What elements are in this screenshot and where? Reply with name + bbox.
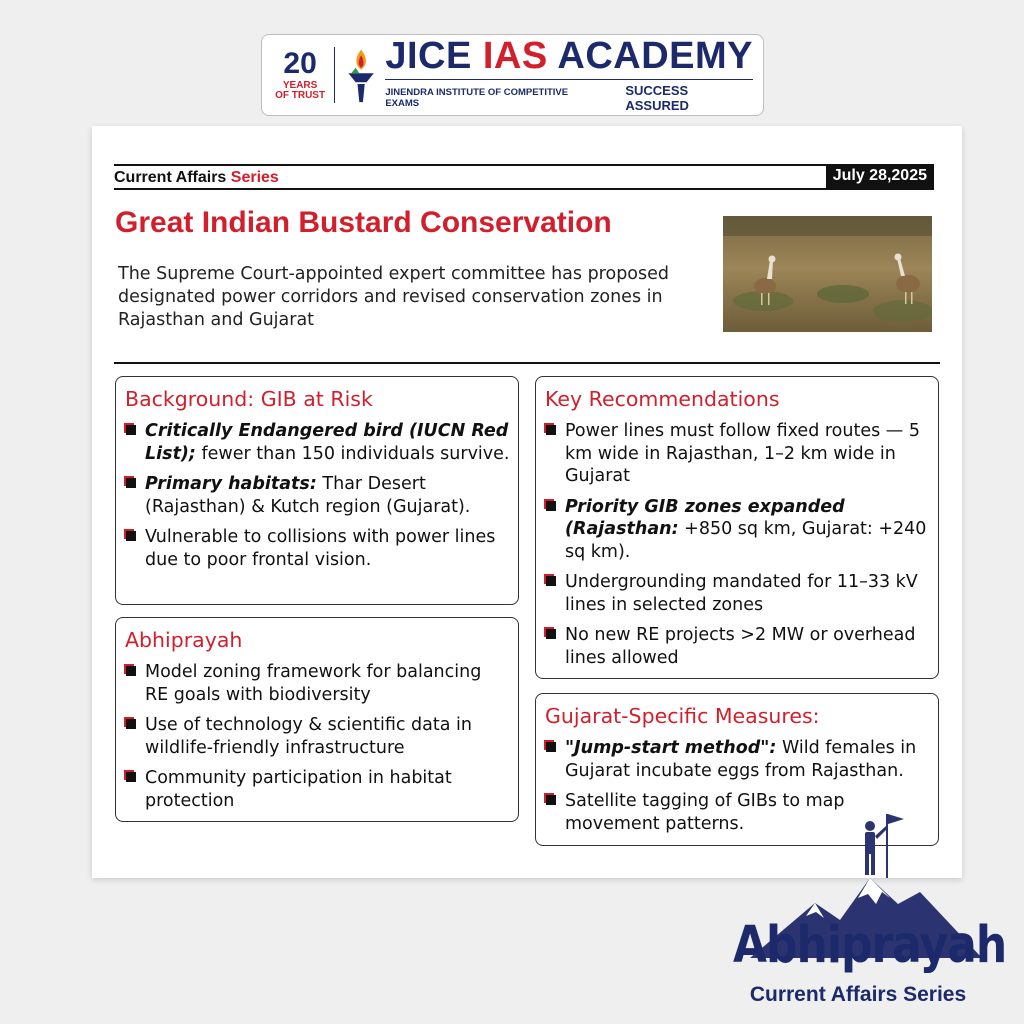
footer-series: Current Affairs Series	[749, 983, 967, 1006]
item-bold: Critically Endangered bird (IUCN Red List);	[145, 421, 509, 464]
series-bar	[114, 164, 934, 190]
article-card	[92, 126, 962, 878]
list-item	[544, 496, 930, 564]
footer-brand: Abhiprayah	[733, 916, 1007, 975]
background-section	[115, 376, 519, 605]
list-item	[544, 571, 930, 616]
article-title: Great Indian Bustard Conservation	[115, 206, 612, 239]
recommendations-list	[544, 420, 930, 669]
item-text: Undergrounding mandated for 11–33 kV lines in selected zones	[565, 572, 918, 615]
years-label: YEARS	[282, 80, 318, 91]
abhiprayah-heading: Abhiprayah	[125, 628, 243, 652]
item-bold: Primary habitats:	[145, 474, 317, 494]
recommendations-heading: Key Recommendations	[545, 387, 780, 411]
item-text: Wild females in Gujarat incubate eggs from Rajasthan.	[565, 738, 917, 781]
years-badge	[272, 49, 328, 101]
item-text: Community participation in habitat protection	[145, 768, 452, 811]
torch-icon	[343, 43, 379, 107]
item-text: No new RE projects >2 MW or overhead lines allowed	[565, 625, 916, 668]
tagline: SUCCESS ASSURED	[625, 83, 689, 113]
section-divider	[114, 362, 940, 364]
item-text: Model zoning framework for balancing RE goals with biodiversity	[145, 662, 482, 705]
item-text: +850 sq km, Gujarat: +240 sq km).	[565, 519, 927, 562]
background-heading: Background: GIB at Risk	[125, 387, 373, 411]
bustard-photo	[723, 216, 932, 332]
list-item	[544, 420, 930, 488]
item-text: Use of technology & scientific data in wildlife-friendly infrastructure	[145, 715, 472, 758]
series-label-red: Series	[230, 169, 279, 186]
series-label-text: Current Affairs	[114, 169, 227, 186]
article-intro: The Supreme Court-appointed expert committee has proposed designated power corridors and revised conservation zones in Rajasthan and Gujarat	[118, 264, 670, 330]
abhiprayah-section	[115, 617, 519, 822]
item-text: Thar Desert (Rajasthan) & Kutch region (Gujarat).	[145, 474, 471, 517]
list-item	[124, 714, 510, 759]
list-item	[124, 661, 510, 706]
list-item	[124, 767, 510, 812]
list-item	[124, 526, 510, 571]
brand-name	[385, 37, 753, 75]
institute-name: JINENDRA INSTITUTE OF COMPETITIVE EXAMS	[385, 87, 569, 109]
list-item	[124, 420, 510, 465]
background-list	[124, 420, 510, 571]
item-bold: Priority GIB zones expanded (Rajasthan:	[565, 496, 845, 539]
item-bold: "Jump-start method":	[565, 738, 777, 758]
brand-academy: ACADEMY	[557, 35, 753, 77]
item-text: Power lines must follow fixed routes — 5 km wide in Rajasthan, 1–2 km wide in Gujarat	[565, 421, 920, 486]
date-badge: July 28,2025	[826, 166, 934, 188]
list-item	[544, 737, 930, 782]
academy-logo	[261, 34, 764, 116]
years-number: 20	[283, 47, 317, 80]
item-text: fewer than 150 individuals survive.	[195, 443, 510, 464]
recommendations-section	[535, 376, 939, 679]
gujarat-heading: Gujarat-Specific Measures:	[545, 704, 820, 728]
brand-ias: IAS	[482, 35, 548, 77]
logo-divider	[334, 47, 335, 103]
item-text: Satellite tagging of GIBs to map movement patterns.	[565, 791, 845, 834]
trust-label: OF TRUST	[275, 90, 326, 101]
brand-jice: JICE	[385, 35, 472, 77]
abhiprayah-list	[124, 661, 510, 812]
item-text: Vulnerable to collisions with power lines due to poor frontal vision.	[145, 527, 496, 570]
list-item	[124, 473, 510, 518]
list-item	[544, 624, 930, 669]
series-label	[114, 169, 279, 187]
